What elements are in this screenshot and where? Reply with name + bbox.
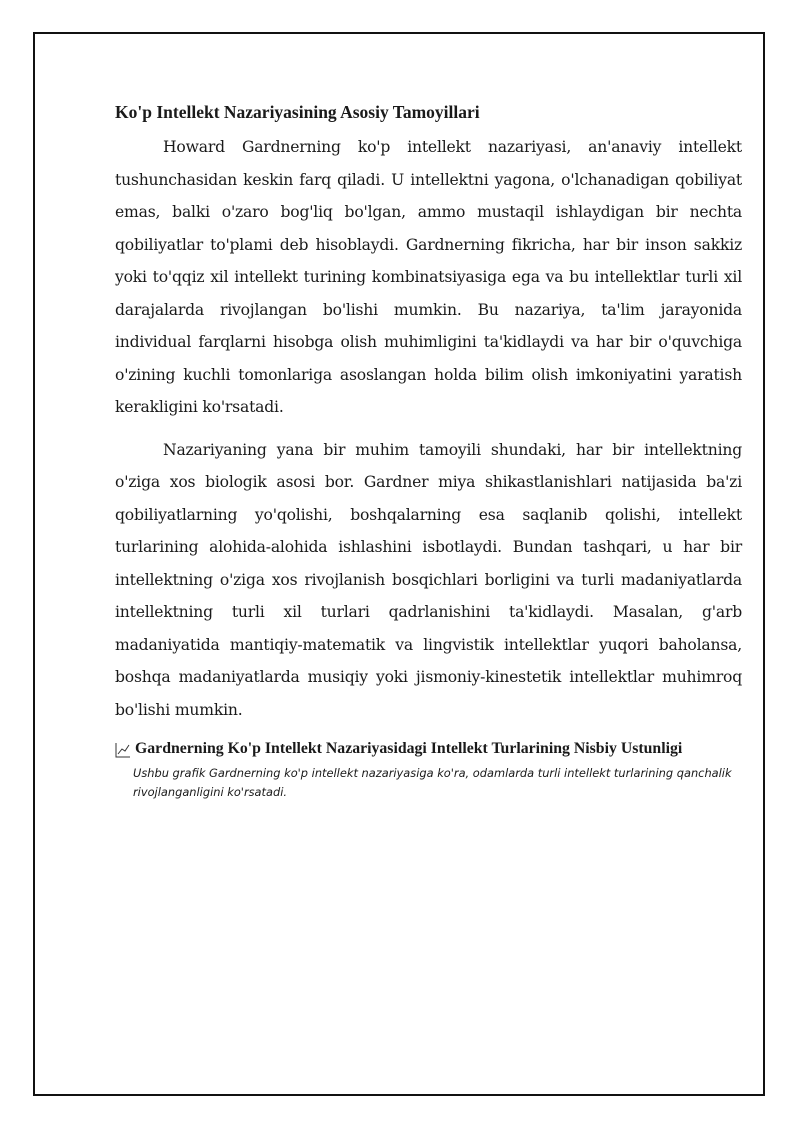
document-body [115, 100, 742, 802]
paragraph-2: Nazariyaning yana bir muhim tamoyili shundaki, har bir intellektning o'ziga xos biologik asosi bor. Gardner miya shikastlanishlari natijasida ba'zi qobiliyatlarning yo'qolishi, boshqalarning esa saqlanib qolishi, intellekt turlarining alohida-alohida ishlashini isbotlaydi. Bundan tashqari, u har bir intellektning o'ziga xos rivojlanish bosqichlari borligini va turli madaniyatlarda intellektning turli xil turlari qadrlanishini ta'kidlaydi. Masalan, g'arb madaniyatida mantiqiy-matematik va lingvistik intellektlar yuqori baholansa, boshqa madaniyatlarda musiqiy yoki jismoniy-kinestetik intellektlar muhimroq bo'lishi mumkin. [115, 440, 742, 719]
chart-title: Gardnerning Ko'p Intellekt Nazariyasidagi Intellekt Turlarining Nisbiy Ustunligi [135, 740, 683, 757]
chart-heading [115, 738, 742, 760]
line-chart-icon [115, 742, 131, 758]
paragraph-1: Howard Gardnerning ko'p intellekt nazariyasi, an'anaviy intellekt tushunchasidan keskin farq qiladi. U intellektni yagona, o'lchanadigan qobiliyat emas, balki o'zaro bog'liq bo'lgan, ammo mustaqil ishlaydigan bir nechta qobiliyatlar to'plami deb hisoblaydi. Gardnerning fikricha, har bir inson sakkiz yoki to'qqiz xil intellekt turining kombinatsiyasiga ega va bu intellektlar turli xil darajalarda rivojlangan bo'lishi mumkin. Bu nazariya, ta'lim jarayonida individual farqlarni hisobga olish muhimligini ta'kidlaydi va har bir o'quvchiga o'zining kuchli tomonlariga asoslangan holda bilim olish imkoniyatini yaratish kerakligini ko'rsatadi. [115, 138, 742, 416]
section-heading: Ko'p Intellekt Nazariyasining Asosiy Tamoyillari [115, 102, 480, 122]
chart-caption: Ushbu grafik Gardnerning ko'p intellekt nazariyasiga ko'ra, odamlarda turli intellekt turlarining qanchalik rivojlanganligini ko'rsatadi. [133, 766, 732, 799]
